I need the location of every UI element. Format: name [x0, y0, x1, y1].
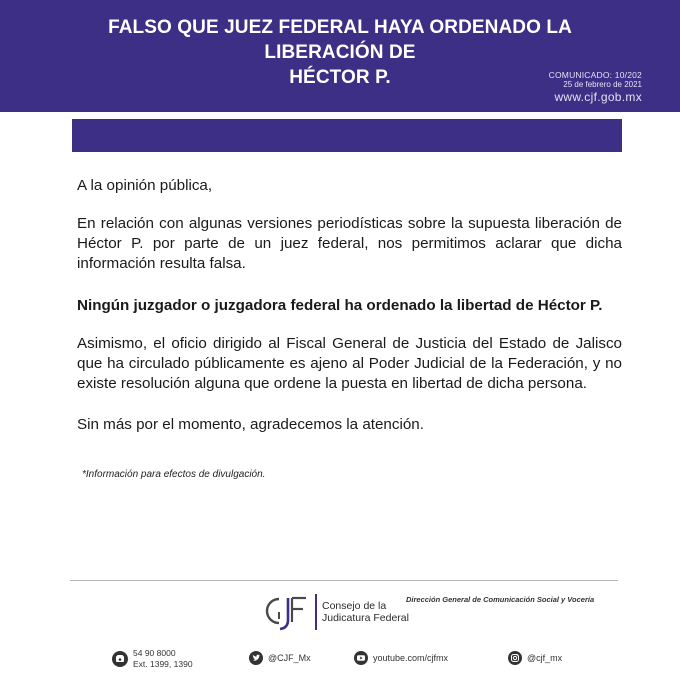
header-banner: [0, 0, 680, 112]
decorative-band: [72, 119, 622, 152]
instagram-handle: @cjf_mx: [527, 653, 563, 663]
greeting-paragraph: A la opinión pública,: [77, 177, 213, 194]
instagram-contact[interactable]: [508, 651, 562, 665]
statement-paragraph: Ningún juzgador o juzgadora federal ha ordenado la libertad de Héctor P.: [77, 297, 603, 314]
youtube-channel: youtube.com/cjfmx: [373, 653, 449, 663]
footer-divider: [70, 580, 618, 581]
asimismo-paragraph: Asimismo, el oficio dirigido al Fiscal General de Justicia del Estado de Jalisco que ha circulado públicamente es ajeno al Poder Judicial de la Federación, y no existe resolución alguna que ordene la puesta en libertad de dicha persona.: [77, 335, 622, 392]
page-title: [60, 15, 620, 90]
website-url: www.cjf.gob.mx: [554, 90, 642, 104]
twitter-contact[interactable]: [249, 651, 311, 665]
instagram-icon: [508, 651, 522, 665]
youtube-icon: [354, 651, 368, 665]
footnote: *Información para efectos de divulgación.: [82, 469, 266, 480]
phone-number: 54 90 8000: [133, 648, 176, 658]
cjf-logo-icon: [262, 592, 310, 632]
twitter-icon: [249, 651, 263, 665]
phone-icon: [112, 651, 128, 667]
youtube-contact[interactable]: [354, 651, 448, 665]
direccion-label: Dirección General de Comunicación Social y Vocería: [406, 595, 595, 604]
comunicado-number: COMUNICADO: 10/202: [548, 70, 642, 80]
phone-extension: Ext. 1399, 1390: [133, 659, 193, 669]
press-release-meta: [549, 70, 642, 105]
logo-text: [322, 600, 409, 624]
intro-paragraph: En relación con algunas versiones periodísticas sobre la supuesta liberación de Héctor P. por parte de un juez federal, nos permitimos aclarar que dicha información resulta falsa.: [77, 215, 622, 272]
cjf-logo: [262, 592, 422, 636]
title-line-2: HÉCTOR P.: [289, 67, 391, 88]
logo-line-1: Consejo de la: [322, 600, 387, 612]
title-line-1: FALSO QUE JUEZ FEDERAL HAYA ORDENADO LA LIBERACIÓN DE: [108, 17, 572, 63]
logo-divider: [315, 594, 317, 630]
logo-line-2: Judicatura Federal: [322, 612, 409, 624]
twitter-handle: @CJF_Mx: [268, 653, 311, 663]
closing-paragraph: Sin más por el momento, agradecemos la atención.: [77, 416, 424, 433]
phone-contact: [112, 648, 193, 670]
release-date: 25 de febrero de 2021: [563, 80, 642, 89]
